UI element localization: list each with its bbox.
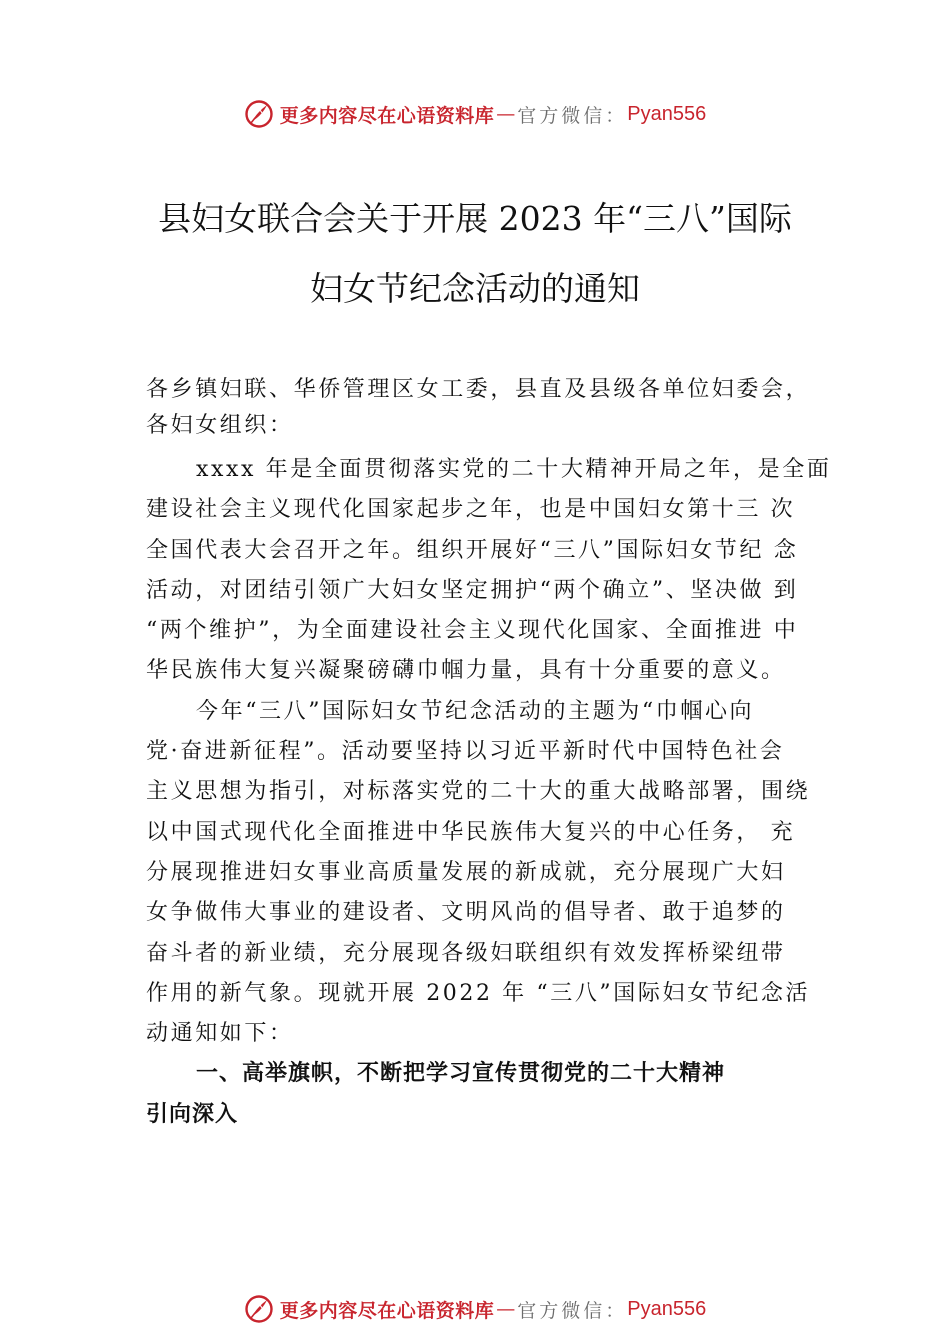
quill-pen-logo-icon bbox=[244, 99, 274, 129]
paragraph-1-line-6: 华民族伟大复兴凝聚磅礴巾帼力量，具有十分重要的意义。 bbox=[146, 658, 786, 684]
paragraph-1-line-2: 建设社会主义现代化国家起步之年，也是中国妇女第十三 次 bbox=[146, 497, 796, 523]
header-watermark bbox=[0, 94, 950, 134]
footer-watermark bbox=[0, 1289, 950, 1329]
paragraph-1-line-5: “两个维护”，为全面建设社会主义现代化国家、全面推进 中 bbox=[146, 618, 799, 644]
document-body bbox=[146, 372, 836, 1135]
document-title-line-2: 妇女节纪念活动的通知 bbox=[310, 269, 640, 308]
watermark-wechat-id: Pyan556 bbox=[627, 102, 707, 125]
watermark-official: 官方微信： bbox=[517, 104, 628, 127]
watermark-brand: 更多内容尽在心语资料库 bbox=[279, 104, 495, 127]
watermark-separator: — bbox=[496, 103, 516, 125]
paragraph-2-line-9: 动通知如下： bbox=[146, 1021, 294, 1047]
section-heading-line-1: 一、高举旗帜，不断把学习宣传贯彻党的二十大精神 bbox=[196, 1061, 726, 1087]
paragraph-2-line-1: 今年“三八”国际妇女节纪念活动的主题为“巾帼心向 bbox=[196, 698, 755, 724]
document-title-line-1: 县妇女联合会关于开展 2023 年“三八”国际 bbox=[158, 199, 792, 238]
paragraph-2-line-8: 作用的新气象。现就开展 2022 年 “三八”国际妇女节纪念活 bbox=[146, 980, 811, 1006]
salutation-line-2: 各妇女组织： bbox=[146, 413, 294, 438]
watermark-separator: — bbox=[496, 1298, 516, 1320]
paragraph-2-line-7: 奋斗者的新业绩，充分展现各级妇联组织有效发挥桥梁纽带 bbox=[146, 940, 786, 966]
watermark-brand: 更多内容尽在心语资料库 bbox=[279, 1299, 495, 1322]
watermark-official: 官方微信： bbox=[517, 1299, 628, 1322]
paragraph-1-line-3: 全国代表大会召开之年。组织开展好“三八”国际妇女节纪 念 bbox=[146, 537, 799, 563]
paragraph-2-line-5: 分展现推进妇女事业高质量发展的新成就，充分展现广大妇 bbox=[146, 859, 786, 885]
paragraph-1-line-1: xxxx 年是全面贯彻落实党的二十大精神开局之年，是全面 bbox=[196, 457, 832, 482]
paragraph-2-line-4: 以中国式现代化全面推进中华民族伟大复兴的中心任务， 充 bbox=[146, 819, 796, 845]
salutation-line-1: 各乡镇妇联、华侨管理区女工委，县直及县级各单位妇委会， bbox=[146, 377, 811, 402]
section-heading-line-2: 引向深入 bbox=[146, 1101, 239, 1127]
quill-pen-logo-icon bbox=[244, 1294, 274, 1324]
watermark-wechat-id: Pyan556 bbox=[627, 1297, 707, 1320]
paragraph-1-line-4: 活动，对团结引领广大妇女坚定拥护“两个确立”、坚决做 到 bbox=[146, 577, 799, 603]
paragraph-2-line-3: 主义思想为指引，对标落实党的二十大的重大战略部署，围绕 bbox=[146, 779, 811, 805]
paragraph-2-line-2: 党·奋进新征程”。活动要坚持以习近平新时代中国特色社会 bbox=[146, 739, 785, 765]
paragraph-2-line-6: 女争做伟大事业的建设者、文明风尚的倡导者、敢于追梦的 bbox=[146, 900, 786, 926]
